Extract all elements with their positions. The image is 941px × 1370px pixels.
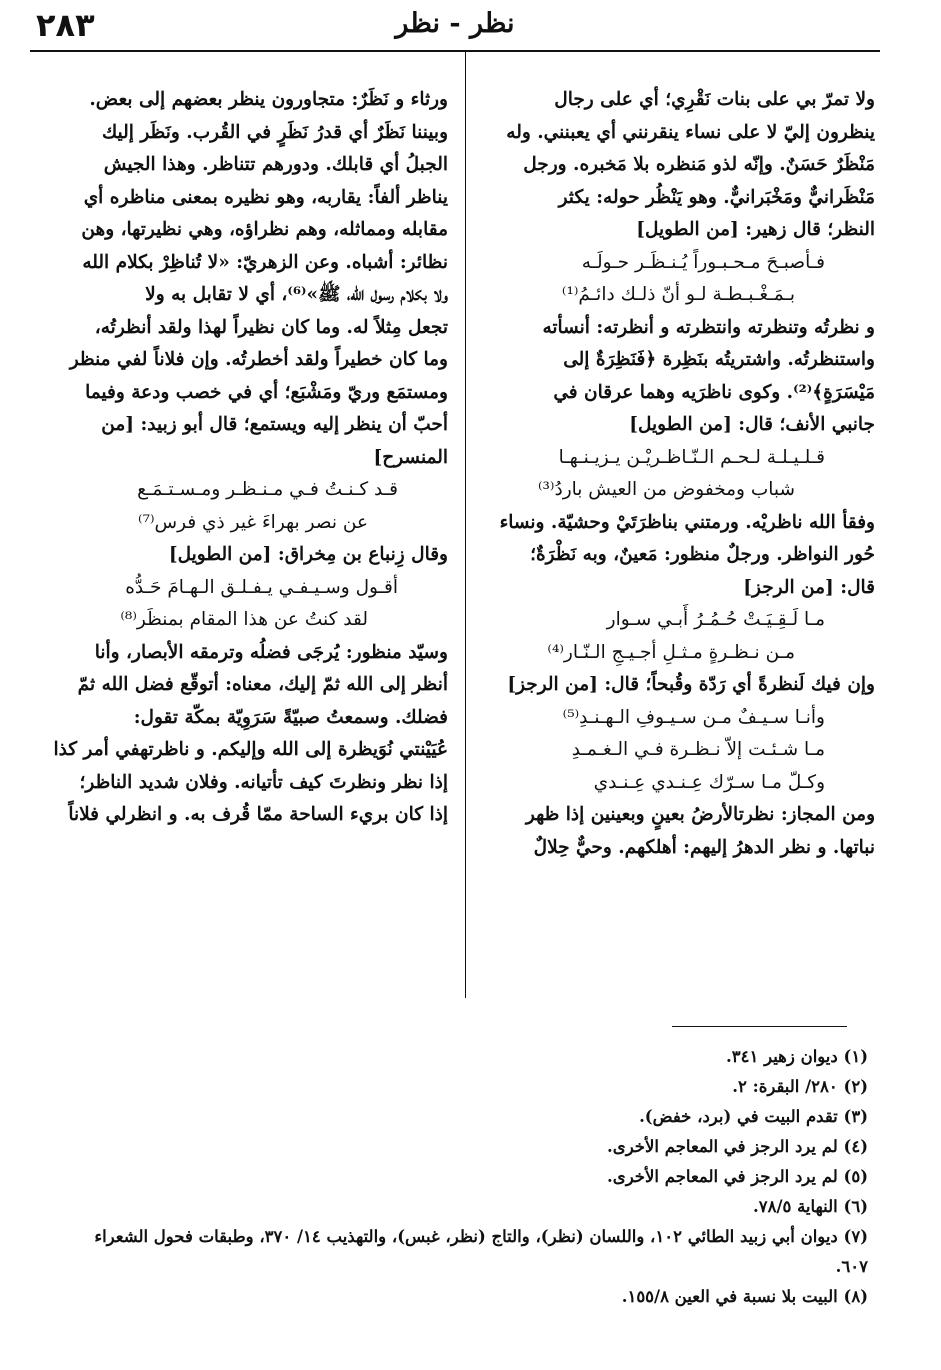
text-line: المنسرح] [373,446,448,468]
text-line: نظائر: أشباه. وعن الزهريّ: «لا تُناظِرْ بكلام الله [82,251,448,273]
right-column [480,84,875,864]
text-line: ومن المجاز: نظرتالأرضُ بعينٍ وبعينين إذا ظهر [525,804,875,825]
text-line: ومستمَع وريّ ومَشْبَع؛ أي في خصب ودعة وفيما [85,381,448,403]
footnote-rule [672,1026,847,1027]
footnotes [40,1042,868,1312]
verse-line: لقد كنتُ عن هذا المقام بمنظَر⁽⁸⁾ [120,609,368,630]
text-line: إذا نظر ونظرتَ كيف تأتيانه. وفلان شديد الناظر؛ [79,771,448,793]
verse-line: مـن نـظـرةٍ مـثـلِ أجـيـجِ الـنّـار⁽⁴⁾ [547,641,795,663]
text-line: ولا بكلام رسول الله، ﷺ»⁽⁶⁾، أي لا تقابل به ولا [145,284,448,305]
footnote: ٦٠٧. [835,1257,868,1276]
text-line: النظر؛ قال زهير: [من الطويل] [636,219,875,240]
verse-line: عن نصر بهراءَ غير ذي فرس⁽⁷⁾ [138,511,368,533]
page-header [30,6,880,52]
text-line: ينظرون إليّ لا على نساء ينقرنني أي يعبنني. وله [506,121,875,143]
text-line: الجبلُ أي قابلك. ودورهم تتناظر. وهذا الجيش [103,154,448,175]
text-line: مقابله ومماثله، وهم نظراؤه، وهي نظيرتها، وهن [81,219,448,240]
text-line: واستنظرتُه. واشتريتُه بنَظِرة ﴿فَنَظِرَةٌ إلى [563,349,875,370]
footnote: (٨) البيت بلا نسبة في العين ١٥٥/٨. [621,1287,868,1306]
verse-line: قـلـيـلـة لـحـم الـنّـاظـريْـن يـزيـنـهـا [558,446,825,468]
text-line: تجعل مِثلاً له. وما كان نظيراً لهذا ولقد أنظرتُه، [94,316,448,338]
column-divider [465,50,466,998]
text-line: يناظر ألفاً: يقاربه، وهو نظيره بمعنى مناظره أي [83,186,448,208]
text-line: وسيّد منظور: يُرجَى فضلُه وترمقه الأبصار، وأنا [94,641,448,663]
text-line: فضلك. وسمعتُ صبيّةً سَرَوِيّة بمكّة تقول: [133,706,448,728]
footnote: (٥) لم يرد الرجز في المعاجم الأخرى. [607,1167,868,1186]
footnote: (٤) لم يرد الرجز في المعاجم الأخرى. [607,1137,868,1156]
verse-line: وأنـا سـيـفٌ مـن سـيـوفِ الـهـنـدِ⁽⁵⁾ [562,706,825,728]
text-line: جانبي الأنف؛ قال: [من الطويل] [629,414,875,435]
text-line: مَنْظَرٌ حَسَنٌ. وإنّه لذو مَنظره بلا مَخبره. ورجل [523,154,875,175]
text-line: ورثاء و نَظَرٌ: متجاورون ينظر بعضهم إلى بعض. [89,89,448,110]
verse-line: شباب ومخفوض من العيش باردُ⁽³⁾ [537,479,795,500]
verse-line: فـأصبـحَ مـحـبـوراً يُـنـظَـر حـولَـه [581,251,825,273]
text-line: مَيْسَرَةٍ﴾⁽²⁾. وكوى ناظرَيه وهما عرقان في [553,381,875,403]
verse-line: مـا شـئـت إلاّ نـظـرة فـي الـغـمـدِ [571,739,825,760]
text-line: وإن فيك لَنظرةً أي رَدّة وقُبحاً؛ قال: [من الرجز] [507,674,875,695]
page-number: ٢٨٣ [36,6,95,44]
text-line: قال: [من الرجز] [743,576,875,598]
text-line: عُيَيْنتي نُوَيظرة إلى الله وإليكم. و ناظرتهفي أمر كذا [53,739,448,760]
footnote: (٧) ديوان أبي زبيد الطائي ١٠٢، واللسان (نظر)، والتاج (نظر، غبس)، والتهذيب ١٤/ ٣٧٠، وطبقات فحول الشعراء [94,1227,868,1246]
verse-line: قـد كـنـتُ فـي مـنـظـر ومـسـتـمَـع [137,479,398,500]
text-line: وبيننا نَظَرٌ أي قدرُ نَظَرٍ في القُرب. ونَظَر إليك [101,121,448,143]
text-line: حُور النواظر. ورجلٌ منظور: مَعينٌ، وبه نَظْرَةٌ؛ [530,544,875,565]
text-line: ولا تمرّ بي على بنات نَقْرِي؛ أي على رجال [554,89,875,110]
footnote: (١) ديوان زهير ٣٤١. [726,1047,868,1066]
left-column [40,84,448,832]
text-line: وما كان خطيراً ولقد أخطرتُه. وإن فلاناً لفي منظر [69,349,448,370]
text-line: و نظرتُه وتنظرته وانتظرته و أنظرته: أنسأته [542,316,875,338]
header-rule [30,50,880,52]
text-line: إذا كان بريء الساحة ممّا قُرف به. و انظرلي فلاناً [68,804,448,825]
text-line: نباتها. و نظر الدهرُ إليهم: أهلكهم. وحيٌّ حِلالٌ [533,836,875,858]
text-line: وقال زِنباع بن مِخراق: [من الطويل] [168,544,448,565]
text-line: وفقأ الله ناظريْه. ورمتني بناظرَتَيْ وحشيّة. ونساء [499,511,875,533]
footnote: (٣) تقدم البيت في (برد، خفض). [639,1107,868,1126]
verse-line: بـمَـغْـبـطـة لـو أنّ ذلـك دائـمُ⁽¹⁾ [561,284,795,305]
verse-line: وكـلّ مـا سـرّك عِـنـدي عِـنـدي [593,771,825,793]
verse-line: مـا لَـقِـيَـتْ حُـمُـرُ أَبـي سـوار [606,609,825,630]
text-line: أحبّ أن ينظر إليه ويستمع؛ قال أبو زبيد: [من [101,414,448,435]
header-title: نظر - نظر [395,8,515,39]
text-line: مَنْظَرانيٌّ ومَخْبَرانيٌّ. وهو يَنْظُر حوله: يكثر [558,186,875,208]
verse-line: أقـول وسـيـفـي يـفـلـق الـهـامَ حَـدُّه [125,576,398,598]
footnote: (٦) النهاية ٧٨/٥. [752,1197,868,1216]
text-line: أنظر إلى الله ثمّ إليك، معناه: أتوقّع فضل الله ثمّ [77,674,448,695]
footnote: (٢) ٢٨٠/ البقرة: ٢. [732,1077,868,1096]
